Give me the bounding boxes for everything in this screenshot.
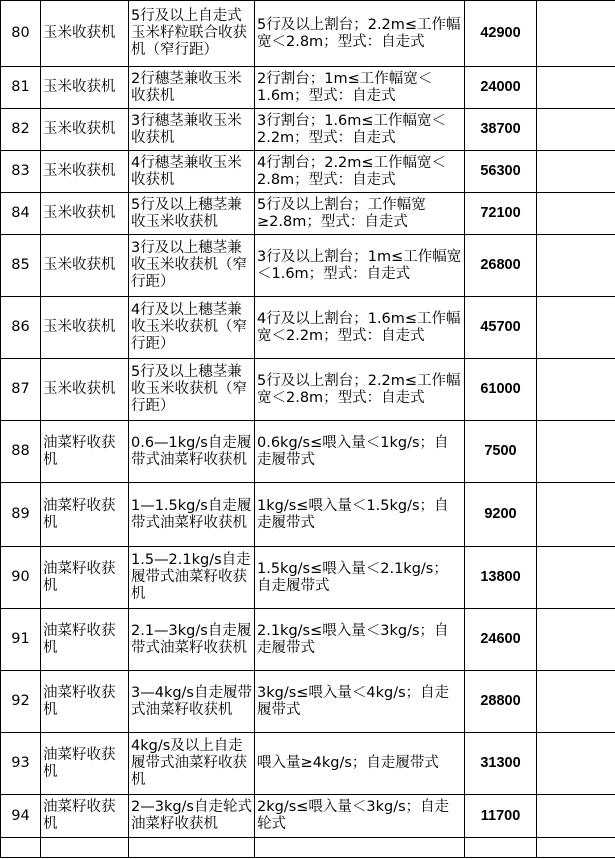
row-number: 85 xyxy=(1,235,41,297)
table-cell xyxy=(465,838,537,858)
table-row xyxy=(1,547,615,609)
extra-cell xyxy=(537,733,615,795)
machine-grade: 1.5—2.1kg/s自走履带式油菜籽收获机 xyxy=(129,547,255,609)
subsidy-amount: 61000 xyxy=(465,359,537,421)
subsidy-amount: 24000 xyxy=(465,67,537,109)
grade-parameters: 3行及以上割台；1m≤工作幅宽＜1.6m；型式：自走式 xyxy=(255,235,465,297)
machine-grade: 2.1—3kg/s自走履带式油菜籽收获机 xyxy=(129,609,255,671)
grade-parameters: 0.6kg/s≤喂入量＜1kg/s；自走履带式 xyxy=(255,421,465,483)
row-number: 89 xyxy=(1,483,41,547)
grade-parameters: 2.1kg/s≤喂入量＜3kg/s；自走履带式 xyxy=(255,609,465,671)
row-number: 86 xyxy=(1,297,41,359)
row-number: 81 xyxy=(1,67,41,109)
grade-parameters: 5行及以上割台；2.2m≤工作幅宽＜2.8m；型式：自走式 xyxy=(255,1,465,67)
machine-category: 玉米收获机 xyxy=(41,297,129,359)
row-number: 91 xyxy=(1,609,41,671)
machine-grade: 4行及以上穗茎兼收玉米收获机（窄行距） xyxy=(129,297,255,359)
extra-cell xyxy=(537,547,615,609)
machine-category: 玉米收获机 xyxy=(41,193,129,235)
machine-grade: 3行穗茎兼收玉米收获机 xyxy=(129,109,255,151)
table-cell xyxy=(1,838,41,858)
row-number: 93 xyxy=(1,733,41,795)
machine-category: 玉米收获机 xyxy=(41,1,129,67)
subsidy-amount: 45700 xyxy=(465,297,537,359)
table-row xyxy=(1,193,615,235)
extra-cell xyxy=(537,235,615,297)
extra-cell xyxy=(537,359,615,421)
extra-cell xyxy=(537,67,615,109)
extra-cell xyxy=(537,151,615,193)
table-row xyxy=(1,359,615,421)
table-row xyxy=(1,297,615,359)
extra-cell xyxy=(537,1,615,67)
extra-cell xyxy=(537,795,615,838)
row-number: 87 xyxy=(1,359,41,421)
extra-cell xyxy=(537,109,615,151)
machine-grade: 2—3kg/s自走轮式油菜籽收获机 xyxy=(129,795,255,838)
grade-parameters: 4行及以上割台；1.6m≤工作幅宽＜2.2m；型式：自走式 xyxy=(255,297,465,359)
machine-grade: 3—4kg/s自走履带式油菜籽收获机 xyxy=(129,671,255,733)
grade-parameters: 2行割台；1m≤工作幅宽＜1.6m；型式：自走式 xyxy=(255,67,465,109)
table-row xyxy=(1,67,615,109)
subsidy-amount: 31300 xyxy=(465,733,537,795)
row-number: 88 xyxy=(1,421,41,483)
table-row xyxy=(1,671,615,733)
grade-parameters: 1.5kg/s≤喂入量＜2.1kg/s；自走履带式 xyxy=(255,547,465,609)
table-cell xyxy=(41,838,129,858)
grade-parameters: 4行割台；2.2m≤工作幅宽＜2.8m；型式：自走式 xyxy=(255,151,465,193)
extra-cell xyxy=(537,671,615,733)
table-row-clipped xyxy=(1,838,615,858)
machine-category: 玉米收获机 xyxy=(41,151,129,193)
machine-category: 油菜籽收获机 xyxy=(41,483,129,547)
table-row xyxy=(1,1,615,67)
machine-grade: 3行及以上穗茎兼收玉米收获机（窄行距） xyxy=(129,235,255,297)
machine-category: 油菜籽收获机 xyxy=(41,733,129,795)
subsidy-amount: 11700 xyxy=(465,795,537,838)
row-number: 92 xyxy=(1,671,41,733)
table-cell xyxy=(129,838,255,858)
machine-grade: 4kg/s及以上自走履带式油菜籽收获机 xyxy=(129,733,255,795)
subsidy-amount: 7500 xyxy=(465,421,537,483)
extra-cell xyxy=(537,483,615,547)
machine-grade: 5行及以上穗茎兼收玉米收获机 xyxy=(129,193,255,235)
table-cell xyxy=(537,838,615,858)
machine-grade: 1—1.5kg/s自走履带式油菜籽收获机 xyxy=(129,483,255,547)
grade-parameters: 喂入量≥4kg/s；自走履带式 xyxy=(255,733,465,795)
subsidy-amount: 42900 xyxy=(465,1,537,67)
grade-parameters: 3kg/s≤喂入量＜4kg/s；自走履带式 xyxy=(255,671,465,733)
row-number: 90 xyxy=(1,547,41,609)
table-cell xyxy=(255,838,465,858)
table-body xyxy=(1,0,615,858)
extra-cell xyxy=(537,297,615,359)
row-number: 94 xyxy=(1,795,41,838)
machine-category: 玉米收获机 xyxy=(41,359,129,421)
machine-grade: 0.6—1kg/s自走履带式油菜籽收获机 xyxy=(129,421,255,483)
row-number: 82 xyxy=(1,109,41,151)
machine-grade: 5行及以上穗茎兼收玉米收获机（窄行距） xyxy=(129,359,255,421)
table-row xyxy=(1,235,615,297)
machine-category: 油菜籽收获机 xyxy=(41,671,129,733)
machine-category: 玉米收获机 xyxy=(41,67,129,109)
grade-parameters: 5行及以上割台；工作幅宽≥2.8m；型式：自走式 xyxy=(255,193,465,235)
table-row xyxy=(1,421,615,483)
row-number: 83 xyxy=(1,151,41,193)
machine-grade: 4行穗茎兼收玉米收获机 xyxy=(129,151,255,193)
extra-cell xyxy=(537,193,615,235)
table-row xyxy=(1,151,615,193)
machine-category: 玉米收获机 xyxy=(41,235,129,297)
grade-parameters: 1kg/s≤喂入量＜1.5kg/s；自走履带式 xyxy=(255,483,465,547)
extra-cell xyxy=(537,609,615,671)
subsidy-amount: 56300 xyxy=(465,151,537,193)
grade-parameters: 2kg/s≤喂入量＜3kg/s；自走轮式 xyxy=(255,795,465,838)
table-row xyxy=(1,795,615,838)
grade-parameters: 5行及以上割台；2.2m≤工作幅宽＜2.8m；型式：自走式 xyxy=(255,359,465,421)
machine-grade: 2行穗茎兼收玉米收获机 xyxy=(129,67,255,109)
subsidy-amount: 13800 xyxy=(465,547,537,609)
subsidy-amount: 38700 xyxy=(465,109,537,151)
subsidy-amount: 24600 xyxy=(465,609,537,671)
extra-cell xyxy=(537,421,615,483)
subsidy-amount: 9200 xyxy=(465,483,537,547)
subsidy-amount: 26800 xyxy=(465,235,537,297)
row-number: 84 xyxy=(1,193,41,235)
machine-category: 油菜籽收获机 xyxy=(41,795,129,838)
subsidy-amount: 28800 xyxy=(465,671,537,733)
table-row xyxy=(1,483,615,547)
machine-category: 玉米收获机 xyxy=(41,109,129,151)
machine-category: 油菜籽收获机 xyxy=(41,609,129,671)
machine-grade: 5行及以上自走式玉米籽粒联合收获机（窄行距） xyxy=(129,1,255,67)
table-row xyxy=(1,609,615,671)
subsidy-amount: 72100 xyxy=(465,193,537,235)
machine-category: 油菜籽收获机 xyxy=(41,547,129,609)
grade-parameters: 3行割台；1.6m≤工作幅宽＜2.2m；型式：自走式 xyxy=(255,109,465,151)
table-row xyxy=(1,733,615,795)
table-row xyxy=(1,109,615,151)
row-number: 80 xyxy=(1,1,41,67)
machine-category: 油菜籽收获机 xyxy=(41,421,129,483)
